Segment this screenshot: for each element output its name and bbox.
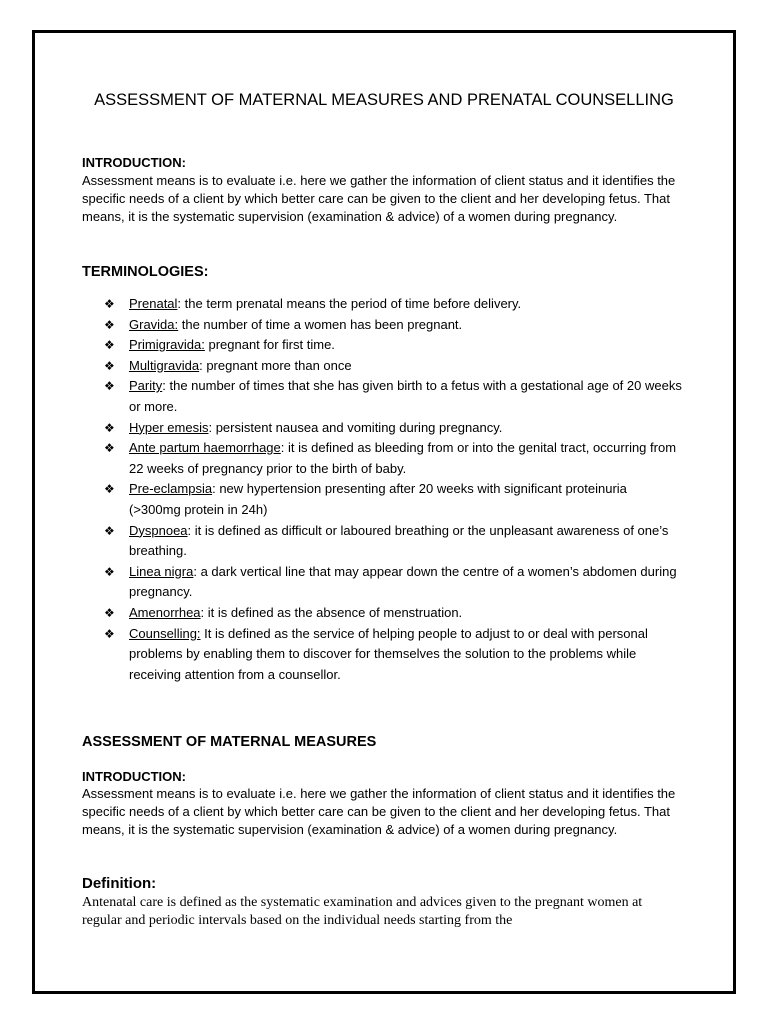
diamond-bullet-icon: ❖ bbox=[104, 564, 115, 579]
terminology-item bbox=[82, 624, 682, 686]
terminology-item bbox=[82, 376, 682, 417]
definition-paragraph: Antenatal care is defined as the systematic examination and advices given to the pregnant women at regular and periodic intervals based on the individual needs starting from the bbox=[82, 895, 643, 928]
terminology-item bbox=[82, 603, 682, 624]
diamond-bullet-icon: ❖ bbox=[104, 441, 115, 456]
term-definition: the number of times that she has given birth to a fetus with a gestational age of 20 weeks or more. bbox=[129, 378, 682, 414]
diamond-bullet-icon: ❖ bbox=[104, 338, 115, 353]
section-heading-maternal-measures: ASSESSMENT OF MATERNAL MEASURES bbox=[82, 734, 377, 750]
term-label: Pre-eclampsia bbox=[129, 481, 213, 497]
term-separator: : bbox=[162, 378, 166, 394]
term-separator: : bbox=[280, 440, 285, 456]
term-separator: : bbox=[200, 604, 205, 620]
term-label: Primigravida: bbox=[129, 337, 205, 353]
terminology-item bbox=[82, 479, 682, 520]
diamond-bullet-icon: ❖ bbox=[104, 420, 115, 435]
terminology-item bbox=[82, 315, 682, 336]
terminologies-heading: TERMINOLOGIES: bbox=[82, 264, 209, 280]
term-separator: : bbox=[177, 296, 182, 311]
intro-heading-2: INTRODUCTION: bbox=[82, 769, 186, 784]
terminology-item bbox=[82, 438, 682, 479]
term-definition: persistent nausea and vomiting during pregnancy. bbox=[212, 419, 503, 435]
term-separator: : bbox=[212, 481, 216, 497]
term-label: Linea nigra bbox=[129, 563, 194, 579]
term-separator: : bbox=[199, 357, 203, 373]
term-definition: a dark vertical line that may appear down the centre of a women’s abdomen during pregnancy. bbox=[129, 563, 677, 600]
intro-paragraph: Assessment means is to evaluate i.e. here we gather the information of client status and it identifies the specific needs of a client by which better care can be given to the client and her developing fetus. That means, it is the systematic supervision (examination & advice) of a women during pregnancy. bbox=[82, 173, 676, 224]
diamond-bullet-icon: ❖ bbox=[104, 523, 115, 538]
terminology-item bbox=[82, 418, 682, 439]
definition-heading: Definition: bbox=[82, 875, 157, 892]
intro-heading: INTRODUCTION: bbox=[82, 155, 186, 170]
diamond-bullet-icon: ❖ bbox=[104, 317, 115, 332]
term-label: Counselling: bbox=[129, 625, 201, 641]
term-definition: it is defined as bleeding from or into the genital tract, occurring from 22 weeks of pregnancy prior to the birth of baby. bbox=[129, 440, 677, 476]
term-label: Multigravida bbox=[129, 357, 200, 373]
document-title: ASSESSMENT OF MATERNAL MEASURES AND PRENATAL COUNSELLING bbox=[94, 91, 674, 109]
term-definition: new hypertension presenting after 20 weeks with significant proteinuria (>300mg protein in 24h) bbox=[129, 481, 627, 517]
terminology-list bbox=[82, 294, 682, 685]
diamond-bullet-icon: ❖ bbox=[104, 482, 115, 497]
term-label: Parity bbox=[129, 378, 163, 394]
diamond-bullet-icon: ❖ bbox=[104, 626, 115, 641]
term-label: Hyper emesis bbox=[129, 419, 209, 435]
term-definition: pregnant more than once bbox=[202, 357, 352, 373]
term-definition: it is defined as the absence of menstruation. bbox=[204, 604, 463, 620]
diamond-bullet-icon: ❖ bbox=[104, 297, 115, 311]
term-label: Dyspnoea bbox=[129, 522, 188, 538]
intro-paragraph-2: Assessment means is to evaluate i.e. here we gather the information of client status and it identifies the specific needs of a client by which better care can be given to the client and her developing fetus. That means, it is the systematic supervision (examination & advice) of a women during pregnancy. bbox=[82, 786, 676, 837]
term-label: Ante partum haemorrhage bbox=[129, 440, 281, 456]
term-definition: the term prenatal means the period of time before delivery. bbox=[181, 296, 522, 311]
diamond-bullet-icon: ❖ bbox=[104, 358, 115, 373]
term-definition: pregnant for first time. bbox=[204, 337, 335, 353]
term-definition: the number of time a women has been pregnant. bbox=[178, 316, 463, 332]
term-separator: : bbox=[187, 522, 192, 538]
term-label: Prenatal bbox=[129, 296, 178, 311]
diamond-bullet-icon: ❖ bbox=[104, 605, 115, 620]
term-definition: It is defined as the service of helping people to adjust to or deal with personal problems by enabling them to discover for themselves the solution to the problems while receiving attention from a counsellor. bbox=[129, 625, 648, 682]
terminology-item bbox=[82, 294, 682, 315]
terminology-item bbox=[82, 521, 682, 562]
term-separator: : bbox=[193, 563, 197, 579]
terminology-item bbox=[82, 356, 682, 377]
term-label: Gravida: bbox=[129, 316, 179, 332]
term-definition: it is defined as difficult or laboured breathing or the unpleasant awareness of one’s breathing. bbox=[129, 522, 669, 559]
diamond-bullet-icon: ❖ bbox=[104, 379, 115, 394]
term-label: Amenorrhea bbox=[129, 604, 201, 620]
term-separator: : bbox=[208, 419, 213, 435]
terminology-item bbox=[82, 562, 682, 603]
terminology-item bbox=[82, 335, 682, 356]
